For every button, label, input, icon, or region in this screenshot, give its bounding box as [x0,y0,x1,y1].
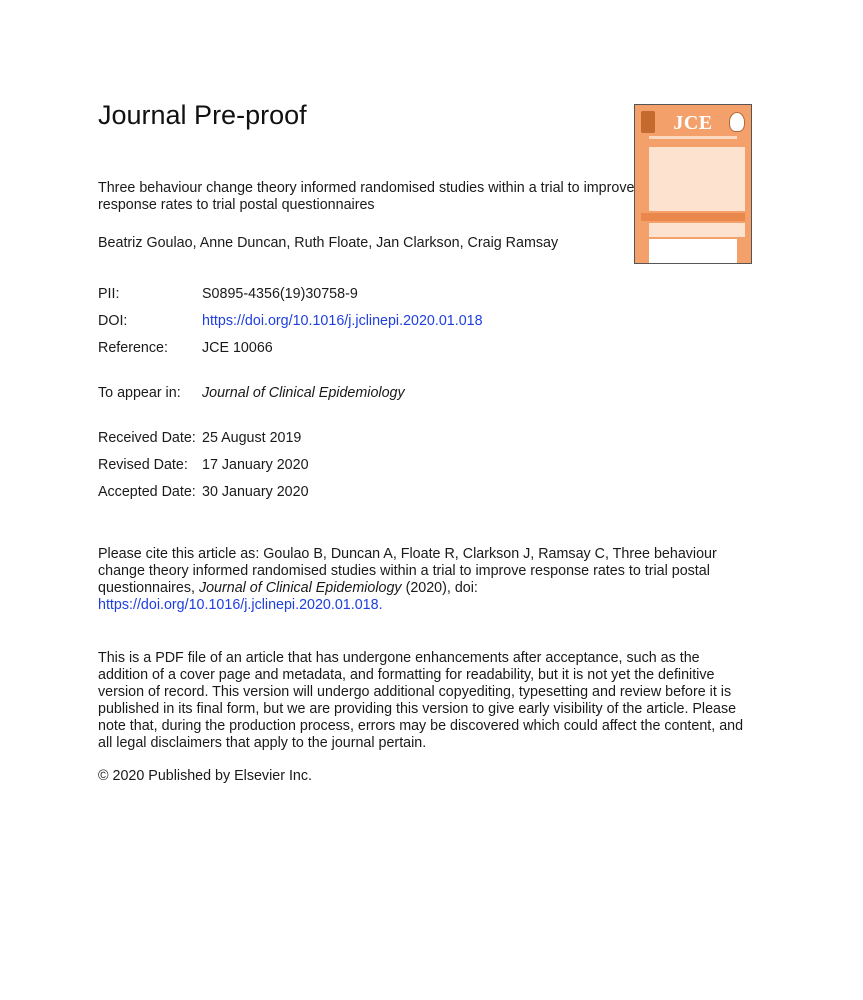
cover-panel [649,147,745,211]
accepted-date-value: 30 January 2020 [202,484,309,500]
accepted-date-label: Accepted Date: [98,484,196,500]
citation-prefix: Please cite this article as: Goulao B, Duncan A, Floate R, Clarkson J, Ramsay C, Three behaviour change theory informed randomised studies within a trial to improve response rates to trial postal questionnaires, [98,546,717,596]
appear-label: To appear in: [98,385,181,401]
cover-journal-abbrev: JCE [673,112,713,134]
citation-paragraph [98,546,718,614]
doi-row [98,313,483,330]
accepted-date-row [98,484,309,501]
citation-suffix: (2020), doi: [401,580,478,596]
revised-date-value: 17 January 2020 [202,457,309,473]
citation-end: . [378,597,383,613]
doi-link[interactable]: https://doi.org/10.1016/j.jclinepi.2020.01.018 [202,313,483,329]
journal-cover-thumbnail [634,104,752,264]
doi-label: DOI: [98,313,128,329]
cover-strip [641,213,745,221]
copyright-notice: © 2020 Published by Elsevier Inc. [98,768,312,784]
cover-lower-panel [649,239,737,263]
revised-date-row [98,457,309,474]
appear-row [98,385,405,402]
appear-journal: Journal of Clinical Epidemiology [202,385,405,401]
citation-journal: Journal of Clinical Epidemiology [198,580,402,596]
article-authors: Beatriz Goulao, Anne Duncan, Ruth Floate, Jan Clarkson, Craig Ramsay [98,235,559,251]
reference-row [98,340,273,357]
pre-proof-notice: This is a PDF file of an article that has undergone enhancements after acceptance, such as the addition of a cover page and metadata, and formatting for readability, but it is not yet the definitive version of record. This version will undergo additional copyediting, typesetting and review before it is published in its final form, but we are providing this version to give early visibility of the article. Please note that, during the production process, errors may be discovered which could affect the content, and all legal disclaimers that apply to the journal pertain. [98,650,744,751]
pii-label: PII: [98,286,120,302]
received-date-value: 25 August 2019 [202,430,302,446]
revised-date-label: Revised Date: [98,457,188,473]
citation-doi-link[interactable]: https://doi.org/10.1016/j.jclinepi.2020.01.018 [98,597,379,613]
article-title: Three behaviour change theory informed randomised studies within a trial to improve response rates to trial postal questionnaires [98,180,635,213]
page-title: Journal Pre-proof [98,100,307,130]
received-date-row [98,430,301,447]
pii-value: S0895-4356(19)30758-9 [202,286,358,302]
received-date-label: Received Date: [98,430,196,446]
pii-row [98,286,358,303]
reference-label: Reference: [98,340,168,356]
cover-band [649,136,737,139]
reference-value: JCE 10066 [202,340,273,356]
cover-foot [649,223,745,237]
